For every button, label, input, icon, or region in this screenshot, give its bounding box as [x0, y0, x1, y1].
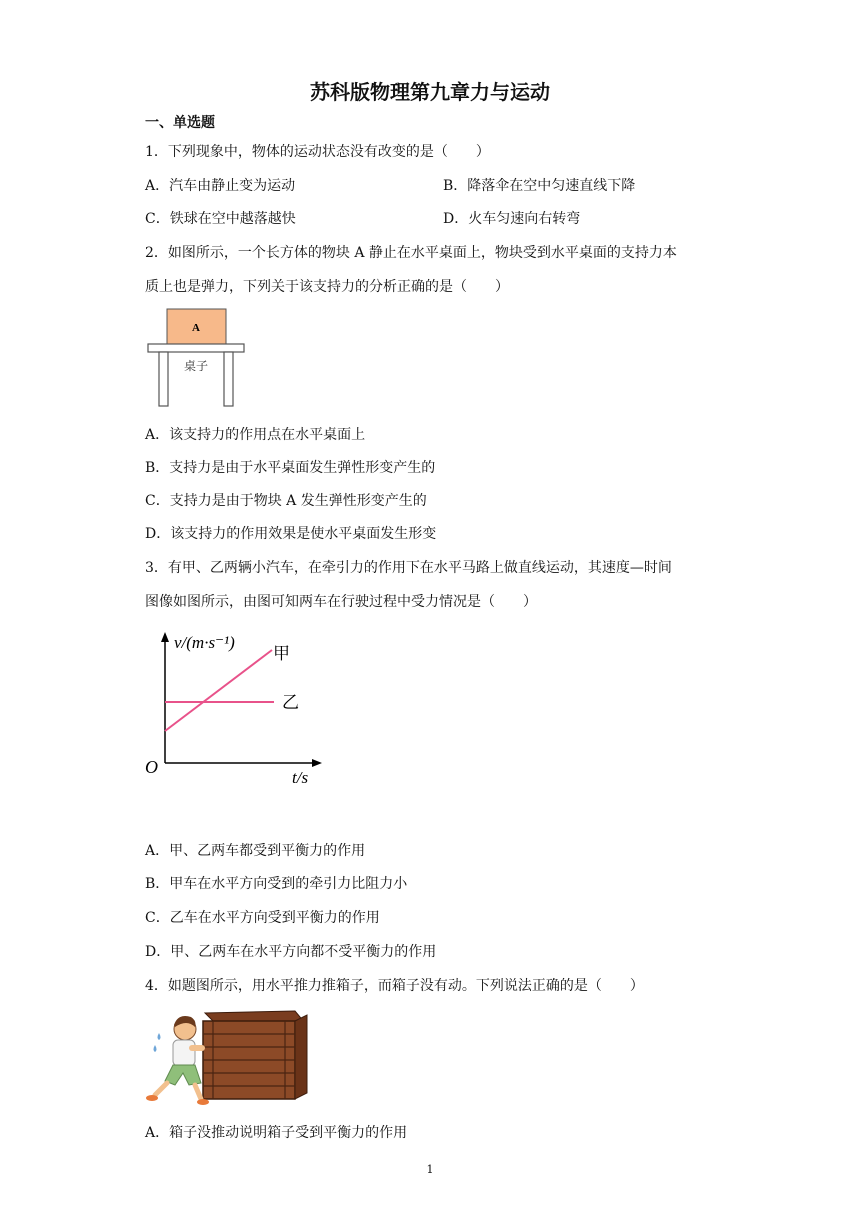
y-axis-arrow — [161, 632, 169, 642]
q2-option-d: D．该支持力的作用效果是使水平桌面发生形变 — [145, 526, 437, 542]
q3-option-a: A．甲、乙两车都受到平衡力的作用 — [145, 843, 366, 859]
boy-shirt — [173, 1040, 195, 1066]
q2-stem-line2: 质上也是弹力，下列关于该支持力的分析正确的是（ ） — [145, 279, 509, 295]
boy-arm — [189, 1045, 205, 1051]
boy-shorts — [165, 1065, 201, 1085]
boy-shoe-front — [197, 1099, 209, 1105]
y-axis-label: v/(m·s⁻¹) — [174, 633, 235, 652]
pushing-box-illustration — [145, 1003, 315, 1111]
table-label: 桌子 — [183, 359, 209, 373]
q2-stem-line1: 2．如图所示，一个长方体的物块 A 静止在水平桌面上，物块受到水平桌面的支持力本 — [145, 245, 677, 261]
x-axis-arrow — [312, 759, 322, 767]
q2-option-b: B．支持力是由于水平桌面发生弹性形变产生的 — [145, 460, 436, 476]
sweat-drops — [154, 1033, 161, 1052]
q1-option-c: C．铁球在空中越落越快 — [145, 211, 296, 227]
line-jia-label: 甲 — [273, 644, 290, 663]
q3-stem-line1: 3．有甲、乙两辆小汽车，在牵引力的作用下在水平马路上做直线运动，其速度—时间 — [145, 560, 672, 576]
boy-leg-back — [155, 1083, 167, 1095]
q3-option-c: C．乙车在水平方向受到平衡力的作用 — [145, 910, 380, 926]
x-axis-label: t/s — [292, 768, 309, 787]
q1-option-d: D．火车匀速向右转弯 — [443, 211, 581, 227]
section-heading: 一、单选题 — [145, 115, 215, 131]
q2-option-a: A．该支持力的作用点在水平桌面上 — [145, 427, 366, 443]
q3-stem-line2: 图像如图所示，由图可知两车在行驶过程中受力情况是（ ） — [145, 594, 537, 610]
origin-label: O — [145, 757, 158, 777]
table-leg-right — [224, 352, 233, 406]
page-number: 1 — [426, 1163, 434, 1176]
table-top — [148, 344, 244, 352]
q1-option-b: B．降落伞在空中匀速直线下降 — [443, 178, 636, 194]
q1-stem: 1．下列现象中，物体的运动状态没有改变的是（ ） — [145, 144, 490, 160]
table-block-figure — [145, 306, 249, 410]
q4-stem: 4．如题图所示，用水平推力推箱子，而箱子没有动。下列说法正确的是（ ） — [145, 978, 644, 994]
page-title: 苏科版物理第九章力与运动 — [310, 80, 550, 104]
q3-option-b: B．甲车在水平方向受到的牵引力比阻力小 — [145, 876, 408, 892]
q2-option-c: C．支持力是由于物块 A 发生弹性形变产生的 — [145, 493, 427, 509]
line-jia — [165, 650, 272, 731]
q3-option-d: D．甲、乙两车在水平方向都不受平衡力的作用 — [145, 944, 437, 960]
boy-leg-front — [195, 1085, 201, 1099]
boy-shoe-back — [146, 1095, 158, 1101]
table-leg-left — [159, 352, 168, 406]
q4-option-a: A．箱子没推动说明箱子受到平衡力的作用 — [145, 1125, 408, 1141]
q1-option-a: A．汽车由静止变为运动 — [145, 178, 296, 194]
crate-side — [295, 1015, 307, 1099]
velocity-time-graph — [140, 628, 340, 788]
block-label: A — [192, 322, 200, 334]
line-yi-label: 乙 — [282, 693, 299, 712]
